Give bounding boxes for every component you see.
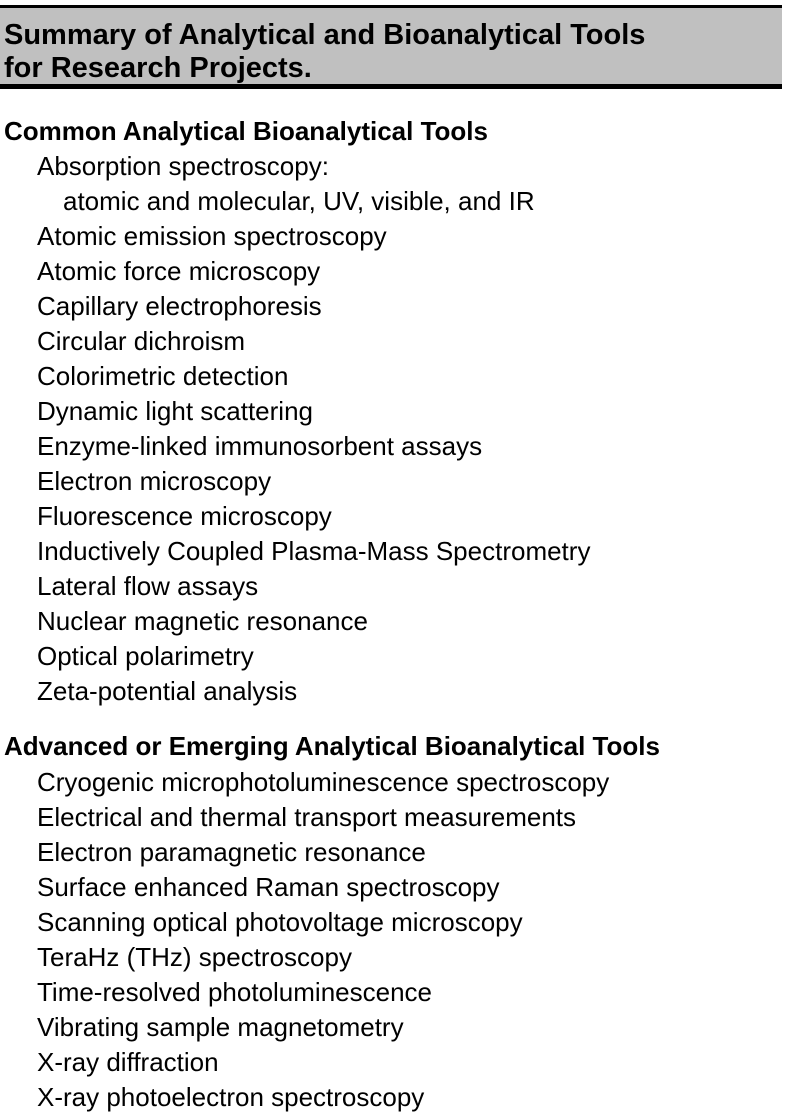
list-item: Lateral flow assays <box>37 571 259 601</box>
list-item: Capillary electrophoresis <box>37 291 322 321</box>
title-line-1: Summary of Analytical and Bioanalytical Tools <box>4 19 646 51</box>
list-item: Colorimetric detection <box>37 361 289 391</box>
list-item: Enzyme-linked immunosorbent assays <box>37 431 483 461</box>
title-banner <box>0 5 782 89</box>
list-item: Fluorescence microscopy <box>37 501 332 531</box>
list-item: Nuclear magnetic resonance <box>37 606 368 636</box>
list-item: Zeta-potential analysis <box>37 676 298 706</box>
list-item: X-ray photoelectron spectroscopy <box>37 1082 425 1112</box>
list-item: Atomic force microscopy <box>37 256 321 286</box>
section-heading-advanced: Advanced or Emerging Analytical Bioanalytical Tools <box>4 731 660 761</box>
list-item: Electron paramagnetic resonance <box>37 837 426 867</box>
list-item: Time-resolved photoluminescence <box>37 977 433 1007</box>
list-item-subline: atomic and molecular, UV, visible, and IR <box>63 186 535 216</box>
list-item: Surface enhanced Raman spectroscopy <box>37 872 500 902</box>
list-item: Inductively Coupled Plasma-Mass Spectrometry <box>37 536 591 566</box>
list-item: Vibrating sample magnetometry <box>37 1012 404 1042</box>
list-item: TeraHz (THz) spectroscopy <box>37 942 352 972</box>
list-item: Scanning optical photovoltage microscopy <box>37 907 523 937</box>
list-item: X-ray diffraction <box>37 1047 219 1077</box>
title-line-2: for Research Projects. <box>4 52 312 84</box>
list-item: Electron microscopy <box>37 466 272 496</box>
list-item: Atomic emission spectroscopy <box>37 221 387 251</box>
section-heading-common: Common Analytical Bioanalytical Tools <box>4 116 488 146</box>
list-item: Circular dichroism <box>37 326 246 356</box>
list-item: Electrical and thermal transport measurements <box>37 802 577 832</box>
list-item: Dynamic light scattering <box>37 396 313 426</box>
list-item: Absorption spectroscopy: <box>37 151 329 181</box>
list-item: Optical polarimetry <box>37 641 254 671</box>
list-item: Cryogenic microphotoluminescence spectroscopy <box>37 767 610 797</box>
